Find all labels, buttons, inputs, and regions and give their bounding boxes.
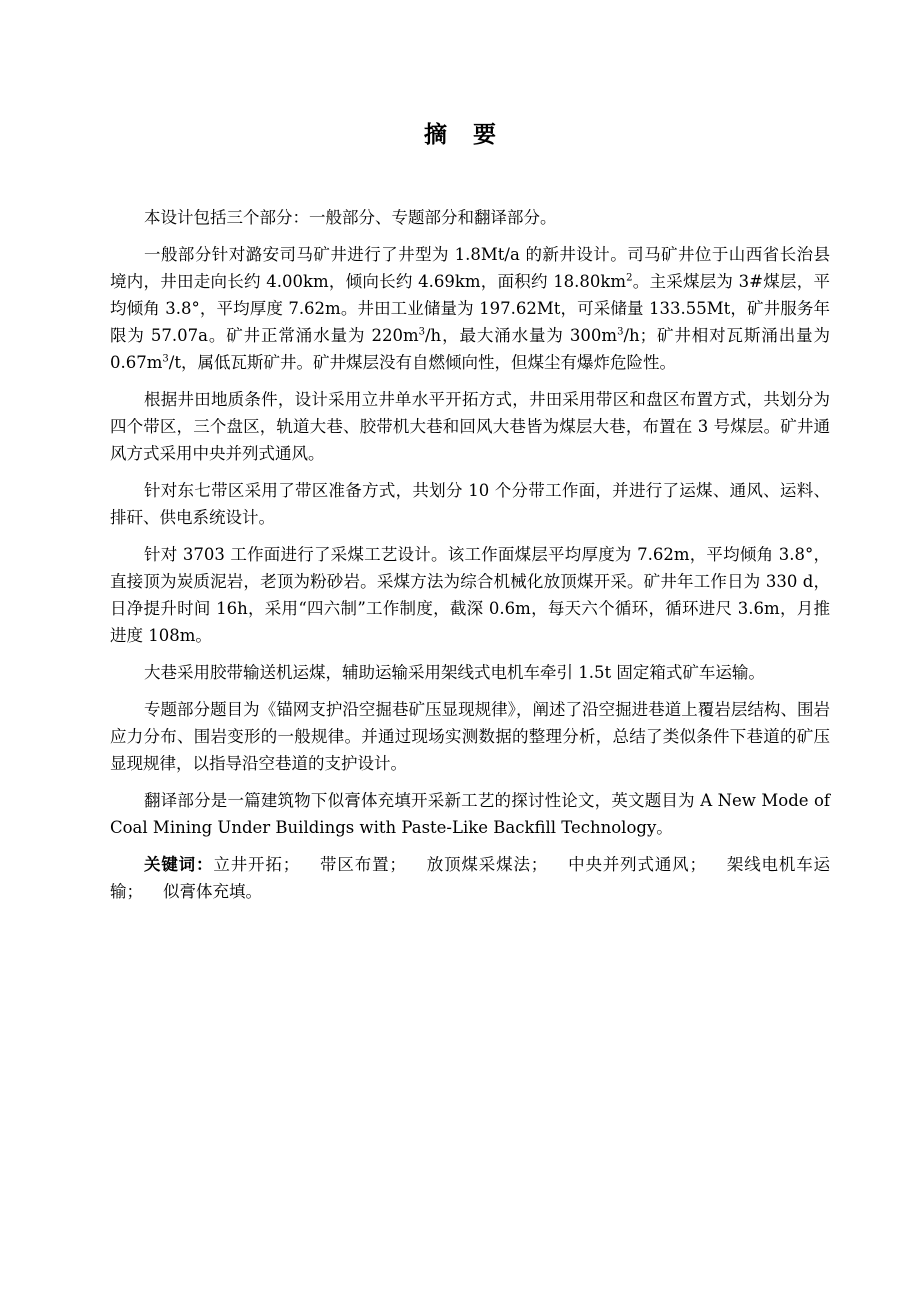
keyword-item: 放顶煤采煤法； — [425, 855, 548, 874]
paragraph-overview: 本设计包括三个部分：一般部分、专题部分和翻译部分。 — [144, 208, 557, 227]
keywords-label: 关键词： — [144, 855, 214, 874]
superscript-normal-inflow: 3 — [418, 326, 425, 338]
paragraph-special-topic: 专题部分题目为《锚网支护沿空掘巷矿压显现规律》，阐述了沿空掘进巷道上覆岩层结构、围岩应力分布、围岩变形的一般规律。并通过现场实测数据的整理分析，总结了类似条件下巷道的矿压显现规律，以指导沿空巷道的支护设计。 — [110, 700, 830, 773]
abstract-title — [0, 116, 920, 149]
keyword-item: 立井开拓； — [213, 855, 300, 874]
paragraph-transport: 大巷采用胶带输送机运煤，辅助运输采用架线式电机车牵引 1.5t 固定箱式矿车运输。 — [144, 663, 765, 682]
superscript-area: 2 — [626, 272, 633, 284]
keywords-line — [110, 851, 830, 905]
paragraph-general-part-e: /t，属低瓦斯矿井。矿井煤层没有自燃倾向性，但煤尘有爆炸危险性。 — [168, 353, 676, 372]
abstract-body — [110, 204, 830, 915]
abstract-title-char-1: 摘 — [424, 122, 447, 148]
paragraph-general-part-c: /h，最大涌水量为 300m — [425, 326, 618, 345]
abstract-title-char-2: 要 — [473, 122, 496, 148]
keyword-item: 架线电机车运输； — [110, 855, 831, 901]
superscript-max-inflow: 3 — [617, 326, 624, 338]
keyword-item: 带区布置； — [319, 855, 406, 874]
paragraph-mining-technology: 针对 3703 工作面进行了采煤工艺设计。该工作面煤层平均厚度为 7.62m，平均倾角 3.8°，直接顶为炭质泥岩，老顶为粉砂岩。采煤方法为综合机械化放顶煤开采。矿井年工作日为 330 d，日净提升时间 16h，采用“四六制”工作制度，截深 0.6m，每天六个循环，循环进尺 3.6m，月推进度 108m。 — [110, 545, 830, 645]
paragraph-general-part-a: 一般部分针对潞安司马矿井进行了井型为 1.8Mt/a 的新井设计。司马矿井位于山西省长治县境内，井田走向长约 4.00km，倾向长约 4.69km，面积约 18.80km — [110, 245, 830, 291]
keyword-item: 似膏体充填。 — [163, 882, 262, 901]
paragraph-general-part-b: 。主采煤层为 3#煤层，平均倾角 3.8°，平均厚度 7.62m。井田工业储量为 197.62Mt，可采储量 133.55Mt，矿井服务年限为 57.07a。矿井正常涌水量为 220m — [110, 272, 830, 345]
paragraph-development: 根据井田地质条件，设计采用立井单水平开拓方式，井田采用带区和盘区布置方式，共划分为四个带区，三个盘区，轨道大巷、胶带机大巷和回风大巷皆为煤层大巷，布置在 3 号煤层。矿井通风方式采用中央并列式通风。 — [110, 390, 830, 463]
paragraph-translation: 翻译部分是一篇建筑物下似膏体充填开采新工艺的探讨性论文，英文题目为 A New Mode of Coal Mining Under Buildings with Paste-Like Backfill Technology。 — [110, 791, 830, 837]
paragraph-district-preparation: 针对东七带区采用了带区准备方式，共划分 10 个分带工作面，并进行了运煤、通风、运料、排矸、供电系统设计。 — [110, 481, 830, 527]
keyword-item: 中央并列式通风； — [567, 855, 707, 874]
paragraph-general-part — [110, 241, 830, 376]
superscript-gas: 3 — [162, 353, 169, 365]
paragraph-general-part-d: /h；矿井相对瓦斯涌出量为 0.67m — [110, 326, 830, 372]
